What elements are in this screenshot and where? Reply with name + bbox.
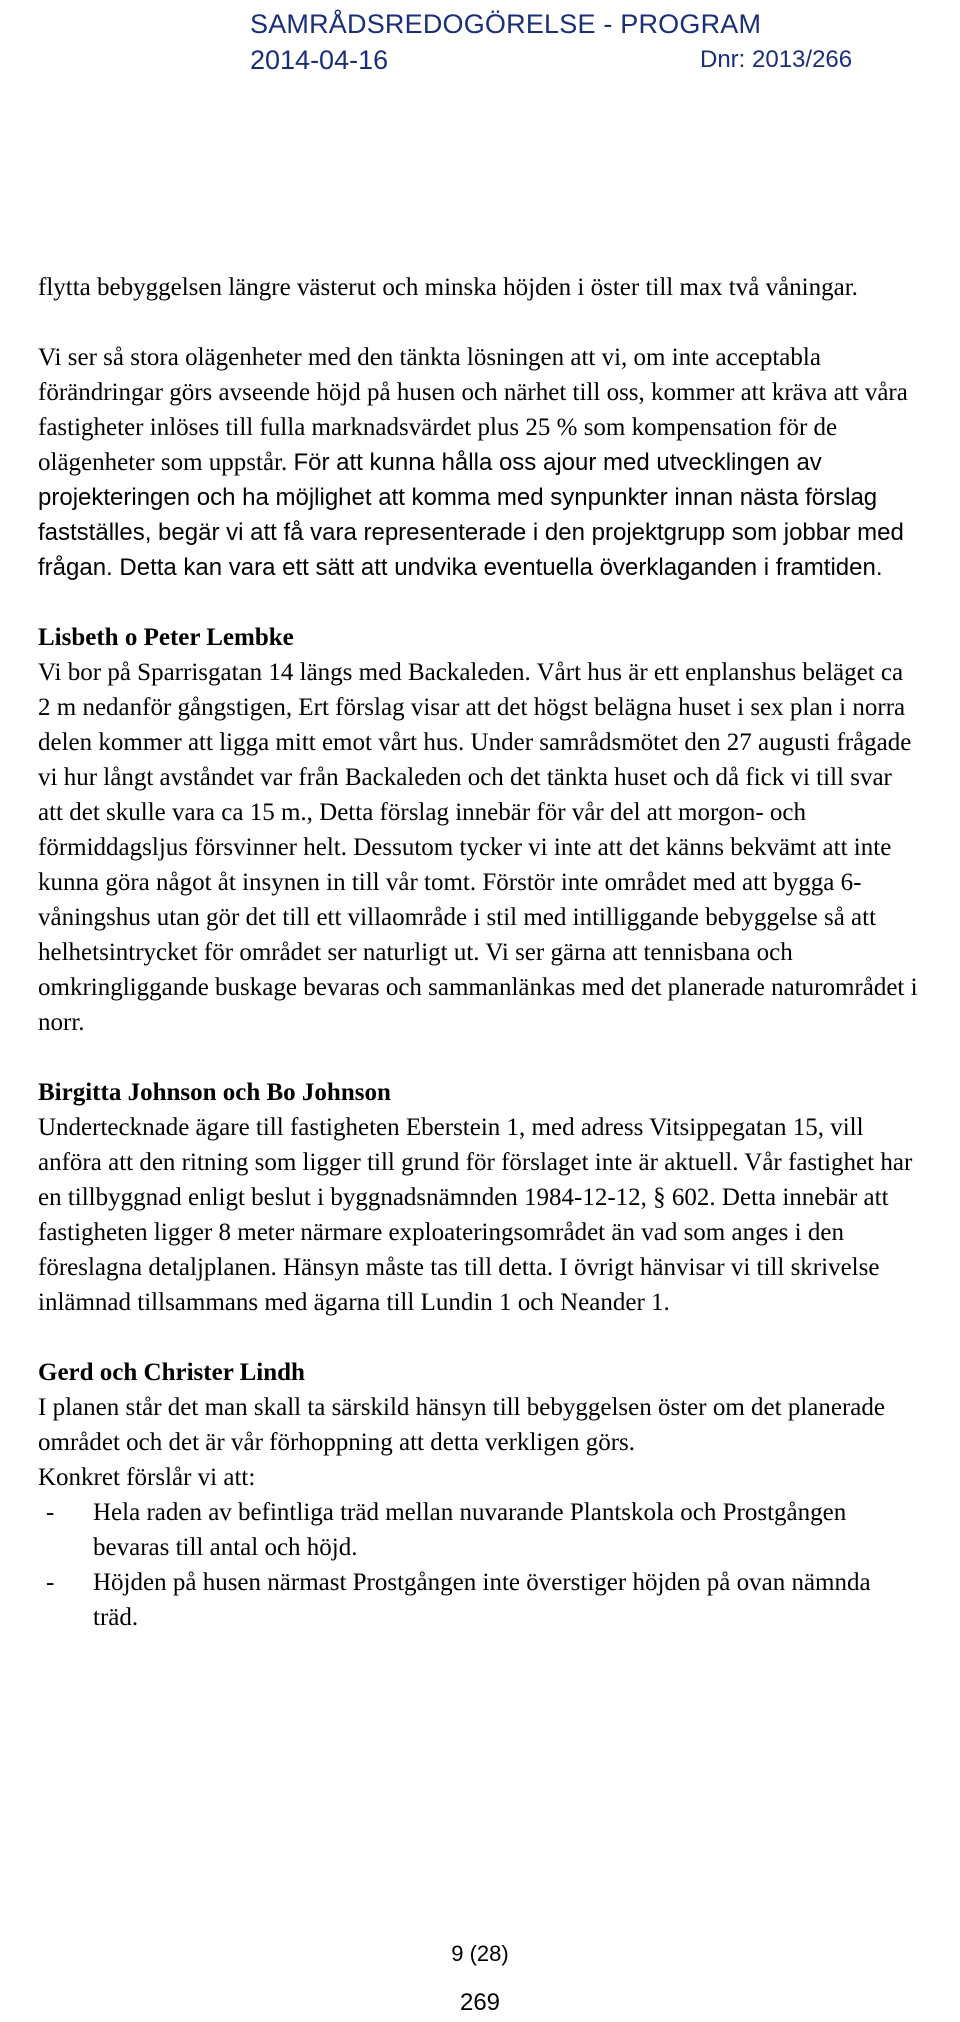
list-item	[38, 1565, 918, 1635]
proposal-list	[38, 1495, 918, 1635]
spacer	[38, 305, 918, 340]
header-meta-row	[250, 42, 900, 78]
dash-bullet: -	[46, 1569, 55, 1596]
document-date: 2014-04-16	[250, 45, 389, 75]
section-heading: Lisbeth o Peter Lembke	[38, 624, 294, 651]
document-body	[38, 270, 918, 1635]
spacer	[38, 1320, 918, 1355]
section-johnson	[38, 1075, 918, 1320]
page-number: 269	[459, 1989, 501, 2016]
section-text: Vi bor på Sparrisgatan 14 längs med Backaleden. Vårt hus är ett enplanshus beläget ca 2 m nedanför gångstigen, Ert förslag visar att det högst belägna huset i sex plan i norra delen kommer att ligga mitt emot vårt hus. Under samrådsmötet den 27 augusti frågade vi hur långt avståndet var från Backaleden och det tänkta huset och då fick vi till svar att det skulle vara ca 15 m., Detta förslag innebär för vår del att morgon- och förmiddagsljus försvinner helt. Dessutom tycker vi inte att det känns bekvämt att inte kunna göra något åt insynen in till vår tomt. Förstör inte området med att bygga 6-våningshus utan gör det till ett villaområde i stil med intilliggande bebyggelse så att helhetsintrycket för området ser naturligt ut. Vi ser gärna att tennisbana och omkringliggande buskage bevaras och sammanlänkas med det planerade naturområdet i norr.	[38, 659, 918, 1036]
document-title: SAMRÅDSREDOGÖRELSE - PROGRAM	[250, 9, 762, 39]
section-text: Undertecknade ägare till fastigheten Eberstein 1, med adress Vitsippegatan 15, vill anföra att den ritning som ligger till grund för förslaget inte är aktuell. Vår fastighet har en tillbyggnad enligt beslut i byggnadsnämnden 1984-12-12, § 602. Detta innebär att fastigheten ligger 8 meter närmare exploateringsområdet än vad som anges i den föreslagna detaljplanen. Hänsyn måste tas till detta. I övrigt hänvisar vi till skrivelse inlämnad tillsammans med ägarna till Lundin 1 och Neander 1.	[38, 1114, 913, 1316]
section-text: I planen står det man skall ta särskild hänsyn till bebyggelsen öster om det planerade området och det är vår förhoppning att detta verkligen görs.	[38, 1394, 885, 1456]
intro-text-sans: För att kunna hålla oss ajour med utvecklingen av projekteringen och ha möjlighet att komma med synpunkter innan nästa förslag fastställes, begär vi att få vara representerade i den projektgrupp som jobbar med frågan. Detta kan vara ett sätt att undvika eventuella överklaganden i framtiden.	[38, 449, 904, 581]
list-item-text: Hela raden av befintliga träd mellan nuvarande Plantskola och Prostgången bevaras till antal och höjd.	[93, 1499, 847, 1561]
list-item	[38, 1495, 918, 1565]
intro-paragraph-2	[38, 340, 918, 585]
list-item-text: Höjden på husen närmast Prostgången inte överstiger höjden på ovan nämnda träd.	[93, 1569, 871, 1631]
section-lindh	[38, 1355, 918, 1635]
page-header	[250, 6, 900, 78]
page-indicator: 9 (28)	[451, 1941, 509, 1966]
section-heading: Birgitta Johnson och Bo Johnson	[38, 1079, 391, 1106]
spacer	[38, 1040, 918, 1075]
document-dnr: Dnr: 2013/266	[700, 46, 853, 73]
section-heading: Gerd och Christer Lindh	[38, 1359, 305, 1386]
dash-bullet: -	[46, 1499, 55, 1526]
spacer	[38, 585, 918, 620]
section-text-2: Konkret förslår vi att:	[38, 1464, 256, 1491]
intro-paragraph-1: flytta bebyggelsen längre västerut och minska höjden i öster till max två våningar.	[38, 274, 858, 301]
intro-text-serif: Vi ser så stora olägenheter med den tänkta lösningen att vi, om inte acceptabla förändringar görs avseende höjd på husen och närhet till oss, kommer att kräva att våra fastigheter inlöses till fulla marknadsvärdet plus 25 % som kompensation för de olägenheter som uppstår.	[38, 344, 908, 476]
section-lembke	[38, 620, 918, 1040]
